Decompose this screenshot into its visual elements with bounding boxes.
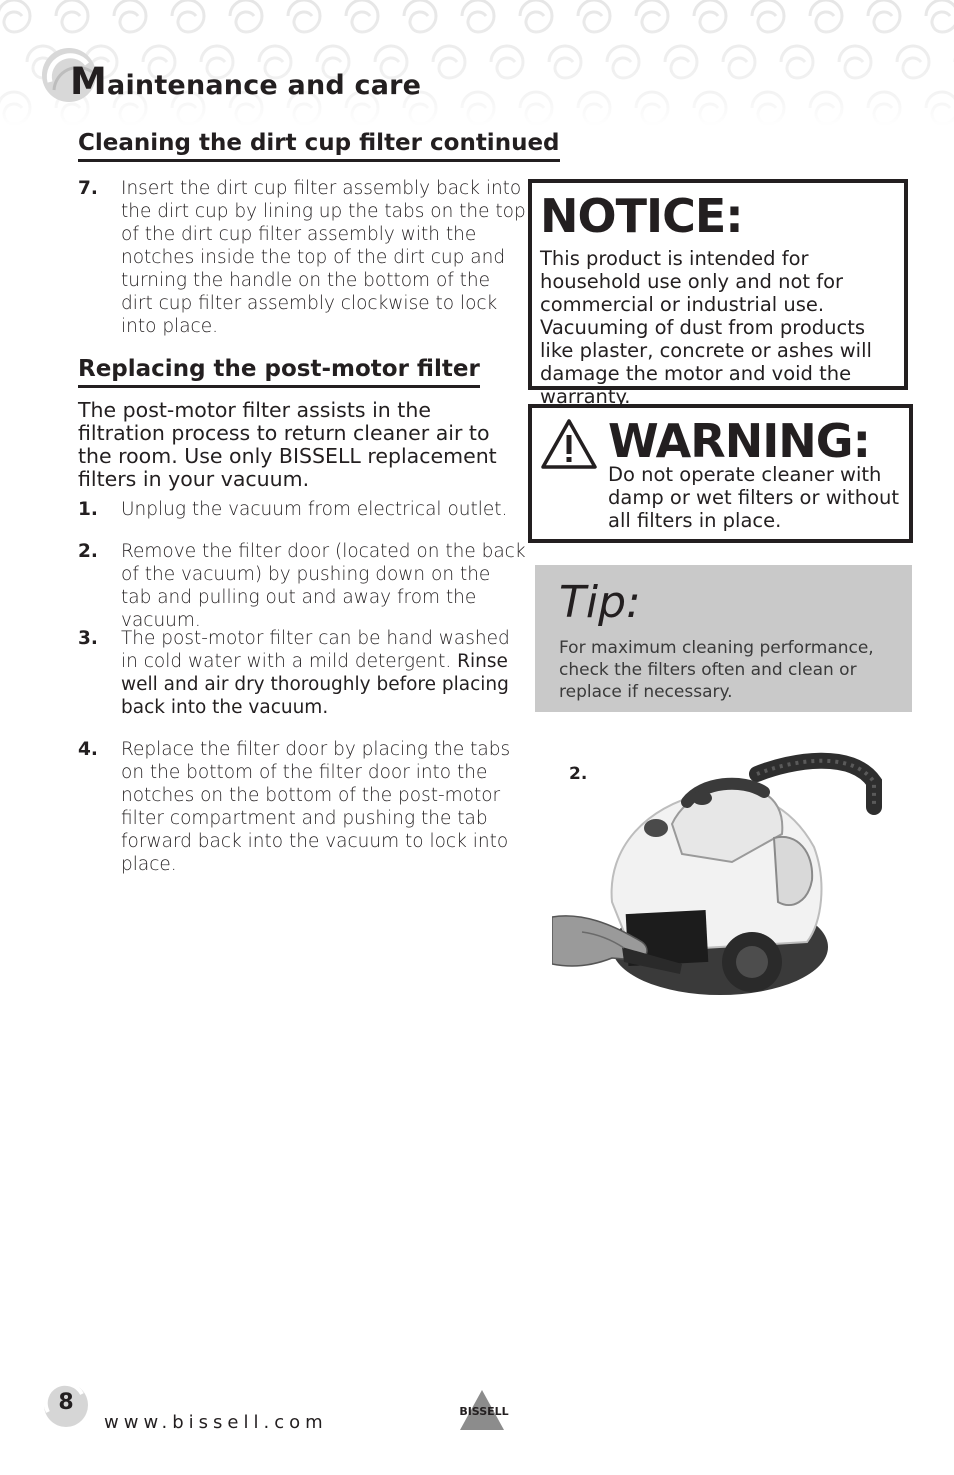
bissell-logo [452, 1388, 516, 1432]
step-number: 2. [78, 541, 98, 562]
step-text: Insert the dirt cup filter assembly back into the dirt cup by lining up the tabs on the top of the dirt cup filter assembly with the notches inside the top of the dirt cup and turning the handle on the bottom of the dirt cup filter assembly clockwise to lock into place. [121, 178, 526, 337]
step-text: Remove the filter door (located on the back of the vacuum) by pushing down on the tab and pulling out and away from the vacuum. [121, 541, 526, 631]
page-number: 8 [58, 1390, 74, 1415]
step-text: The post-motor filter can be hand washed in cold water with a mild detergent. [121, 628, 510, 672]
post-motor-intro: The post-motor filter assists in the filtration process to return cleaner air to the room. Use only BISSELL replacement filters in your vacuum. [78, 398, 497, 491]
step-number: 7. [78, 178, 98, 199]
post-motor-heading: Replacing the post-motor filter [78, 356, 480, 388]
notice-body: This product is intended for household use only and not for commercial or industrial use. Vacuuming of dust from products like plaster, concrete or ashes will damage the motor and void the warranty. [540, 247, 872, 408]
tip-body: For maximum cleaning performance, check the filters often and clean or replace if necessary. [559, 638, 874, 702]
step-text-bold: Rinse well and air dry thoroughly before placing back into the vacuum. [121, 651, 509, 718]
step-number: 3. [78, 628, 98, 649]
step-7 [78, 177, 528, 339]
logo-text: BISSELL [459, 1405, 509, 1418]
page-title-rest: aintenance and care [107, 70, 422, 101]
vacuum-illustration [552, 752, 882, 1012]
warning-body: Do not operate cleaner with damp or wet filters or without all filters in place. [608, 463, 900, 532]
notice-title: NOTICE: [540, 189, 743, 243]
page-title [70, 60, 421, 103]
figure-label: 2. [569, 764, 588, 784]
warning-box [528, 404, 913, 543]
tip-box [535, 565, 912, 712]
step-number: 4. [78, 739, 98, 760]
dirt-cup-heading: Cleaning the dirt cup filter continued [78, 130, 560, 162]
tip-title: Tip: [559, 577, 641, 628]
page-title-initial: M [70, 60, 108, 103]
step-text-container [121, 627, 526, 719]
website-url: www.bissell.com [104, 1412, 328, 1433]
step-text: Replace the filter door by placing the tabs on the bottom of the filter door into the notches on the bottom of the post-motor filter compartment and pushing the tab forward back into the vacuum to lock into place. [121, 739, 511, 875]
warning-triangle-icon [540, 418, 598, 470]
step-text: Unplug the vacuum from electrical outlet. [121, 499, 508, 520]
notice-box [528, 179, 908, 408]
warning-title: WARNING: [608, 414, 870, 468]
step-number: 1. [78, 499, 98, 520]
